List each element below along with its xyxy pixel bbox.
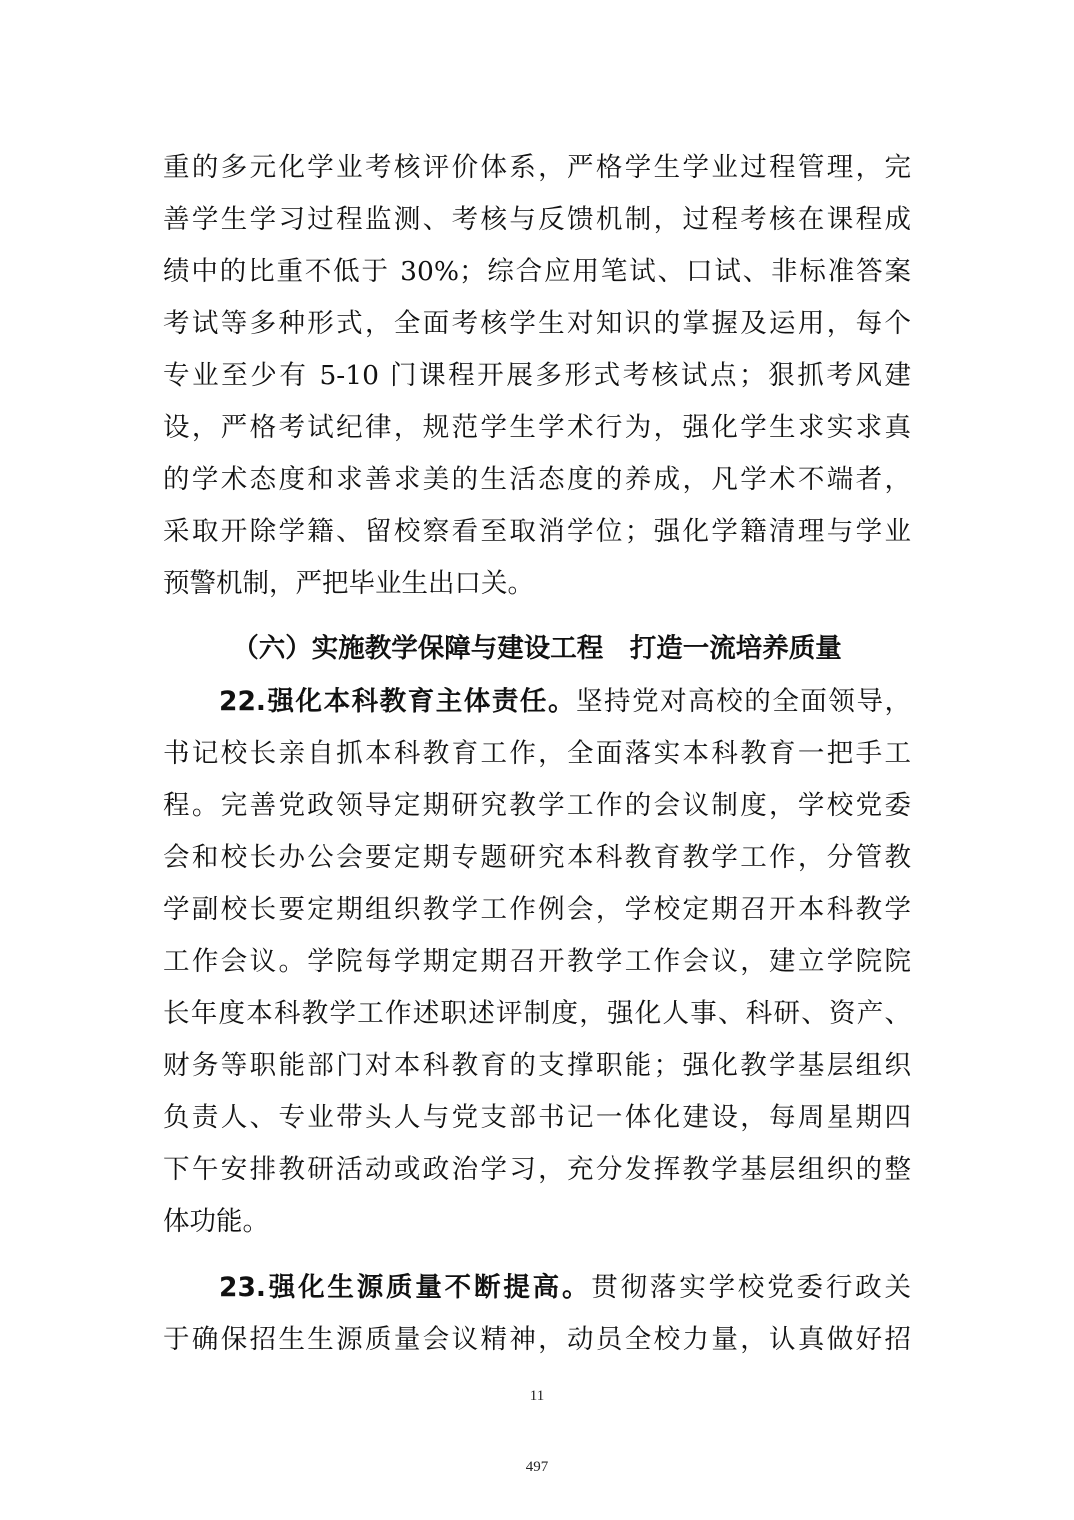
text-line: 考试等多种形式，全面考核学生对知识的掌握及运用，每个 [163,308,911,339]
text-line: 绩中的比重不低于 30%；综合应用笔试、口试、非标准答案 [163,256,911,287]
text-line: 于确保招生生源质量会议精神，动员全校力量，认真做好招 [163,1324,911,1355]
text-line: 学副校长要定期组织教学工作例会，学校定期召开本科教学 [163,894,911,925]
item-first-line [219,680,911,724]
item-23-title: 23.强化生源质量不断提高。 [219,1272,592,1303]
item-23-first-line-text: 贯彻落实学校党委行政关 [591,1272,911,1303]
text-line: 重的多元化学业考核评价体系，严格学生学业过程管理，完 [163,152,911,183]
text-line: 体功能。 [163,1206,269,1237]
text-line: 下午安排教研活动或政治学习，充分发挥教学基层组织的整 [163,1154,911,1185]
text-line: 书记校长亲自抓本科教育工作，全面落实本科教育一把手工 [163,738,911,769]
page-number: 11 [529,1388,545,1404]
text-line: 财务等职能部门对本科教育的支撑职能；强化教学基层组织 [163,1050,911,1081]
text-line: 工作会议。学院每学期定期召开教学工作会议，建立学院院 [163,946,911,977]
text-line: 长年度本科教学工作述职述评制度，强化人事、科研、资产、 [163,998,911,1029]
section-heading: （六）实施教学保障与建设工程 打造一流培养质量 [232,633,842,664]
item-22-title: 22.强化本科教育主体责任。 [219,686,576,717]
text-line: 的学术态度和求善求美的生活态度的养成，凡学术不端者， [163,464,911,495]
text-line: 专业至少有 5-10 门课程开展多形式考核试点；狠抓考风建 [163,360,911,391]
text-line: 预警机制，严把毕业生出口关。 [163,568,534,599]
text-line: 负责人、专业带头人与党支部书记一体化建设，每周星期四 [163,1102,911,1133]
text-line: 设，严格考试纪律，规范学生学术行为，强化学生求实求真 [163,412,911,443]
overall-page-number: 497 [525,1459,549,1475]
text-line: 善学生学习过程监测、考核与反馈机制，过程考核在课程成 [163,204,911,235]
text-line: 采取开除学籍、留校察看至取消学位；强化学籍清理与学业 [163,516,911,547]
text-line: 会和校长办公会要定期专题研究本科教育教学工作，分管教 [163,842,911,873]
item-22-first-line-text: 坚持党对高校的全面领导， [576,686,911,717]
text-line: 程。完善党政领导定期研究教学工作的会议制度，学校党委 [163,790,911,821]
item-first-line [219,1266,911,1310]
